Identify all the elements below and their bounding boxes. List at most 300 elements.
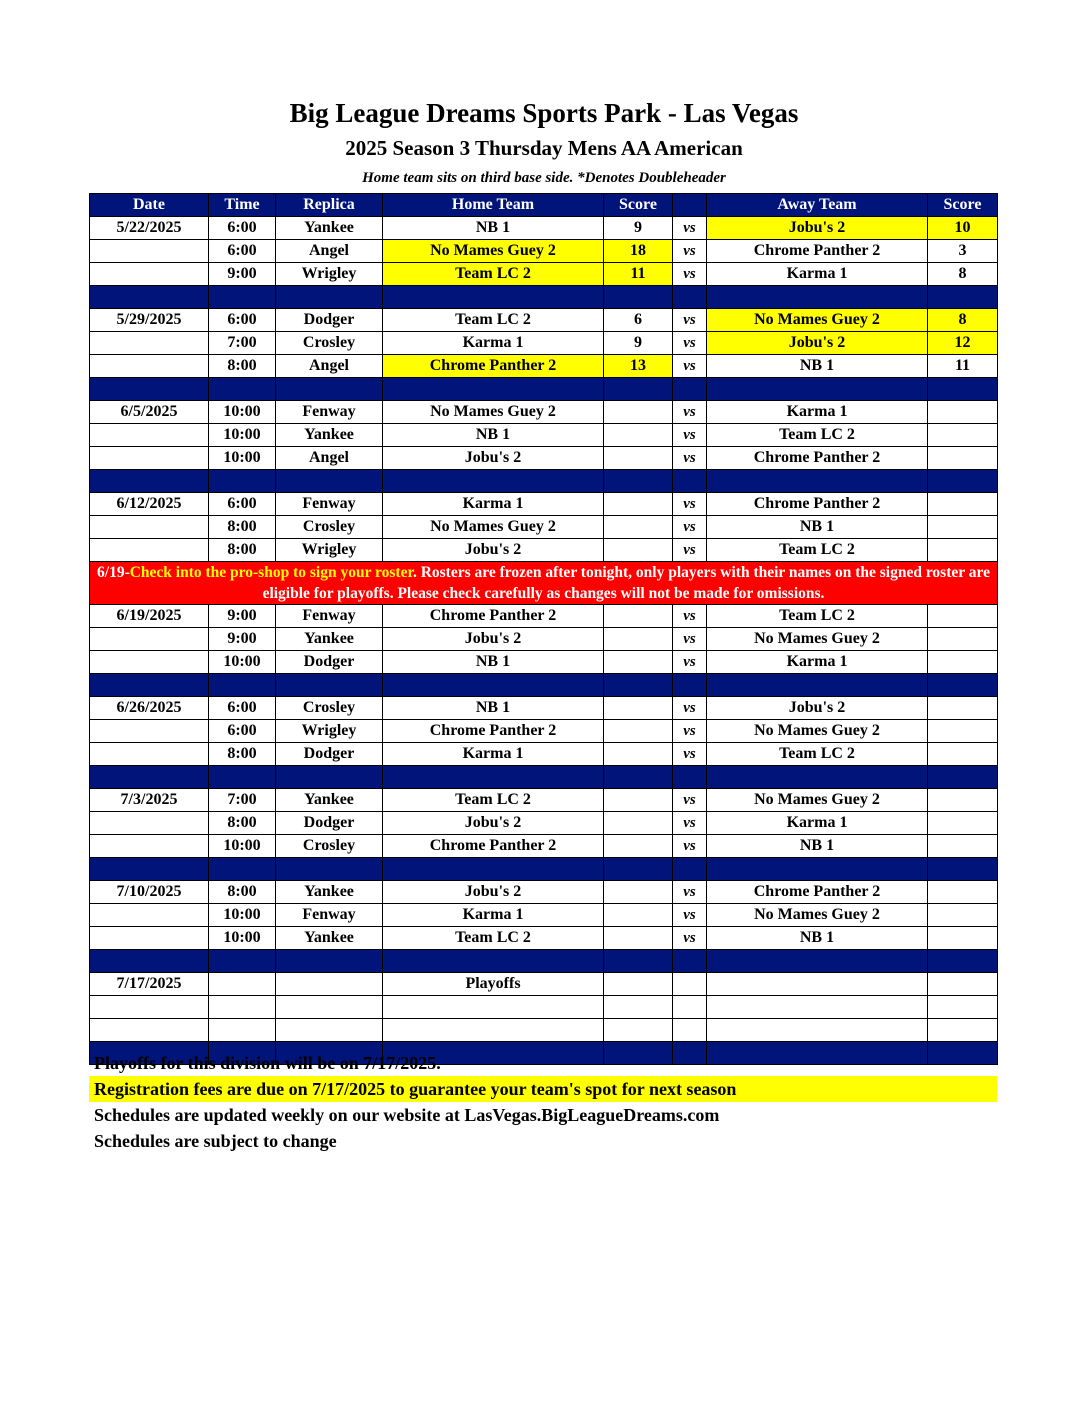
away-score <box>928 651 998 674</box>
game-replica: Wrigley <box>276 263 383 286</box>
separator-cell <box>209 378 276 401</box>
home-score <box>604 539 673 562</box>
separator-cell <box>928 674 998 697</box>
home-team: Chrome Panther 2 <box>383 835 604 858</box>
game-date <box>90 628 209 651</box>
game-row <box>90 355 998 378</box>
game-row <box>90 881 998 904</box>
footer-registration-note: Registration fees are due on 7/17/2025 to guarantee your team's spot for next season <box>89 1076 997 1102</box>
game-date <box>90 720 209 743</box>
home-score <box>604 881 673 904</box>
separator-cell <box>707 378 928 401</box>
roster-notice-row <box>90 562 998 605</box>
game-row <box>90 217 998 240</box>
separator-row <box>90 286 998 309</box>
home-team: NB 1 <box>383 217 604 240</box>
game-row <box>90 447 998 470</box>
col-away-team: Away Team <box>707 194 928 217</box>
game-date <box>90 355 209 378</box>
game-row <box>90 309 998 332</box>
separator-cell <box>707 766 928 789</box>
game-time: 10:00 <box>209 401 276 424</box>
game-date: 7/3/2025 <box>90 789 209 812</box>
game-row <box>90 651 998 674</box>
separator-cell <box>604 766 673 789</box>
home-score <box>604 720 673 743</box>
separator-cell <box>383 286 604 309</box>
separator-cell <box>673 286 707 309</box>
notice-text: . Rosters are frozen after tonight, only players with their names on the signed roster are eligible for playoffs. Please check carefully as changes will not be made for omissions. <box>262 564 990 602</box>
empty-cell <box>604 973 673 996</box>
game-date <box>90 927 209 950</box>
away-team: NB 1 <box>707 835 928 858</box>
home-score: 6 <box>604 309 673 332</box>
vs-label: vs <box>673 332 707 355</box>
game-replica: Fenway <box>276 493 383 516</box>
col-time: Time <box>209 194 276 217</box>
game-time: 9:00 <box>209 605 276 628</box>
separator-cell <box>90 470 209 493</box>
game-date: 5/22/2025 <box>90 217 209 240</box>
separator-cell <box>673 766 707 789</box>
game-replica: Dodger <box>276 309 383 332</box>
game-row <box>90 401 998 424</box>
game-date <box>90 447 209 470</box>
game-time: 10:00 <box>209 904 276 927</box>
game-replica: Angel <box>276 355 383 378</box>
game-replica: Wrigley <box>276 539 383 562</box>
separator-cell <box>673 470 707 493</box>
game-replica: Fenway <box>276 401 383 424</box>
home-team: NB 1 <box>383 424 604 447</box>
game-time: 8:00 <box>209 355 276 378</box>
empty-cell <box>673 973 707 996</box>
home-team: Team LC 2 <box>383 263 604 286</box>
separator-cell <box>209 470 276 493</box>
home-score <box>604 424 673 447</box>
game-time: 10:00 <box>209 447 276 470</box>
away-team: NB 1 <box>707 927 928 950</box>
game-replica: Yankee <box>276 789 383 812</box>
separator-cell <box>90 286 209 309</box>
away-score <box>928 401 998 424</box>
separator-cell <box>928 378 998 401</box>
away-score: 8 <box>928 263 998 286</box>
notice-highlight: Check into the pro-shop to sign your roster <box>129 564 413 581</box>
vs-label: vs <box>673 651 707 674</box>
separator-row <box>90 858 998 881</box>
notice-date: 6/19- <box>97 564 130 581</box>
home-score <box>604 927 673 950</box>
game-time: 6:00 <box>209 240 276 263</box>
game-date <box>90 743 209 766</box>
game-time: 10:00 <box>209 927 276 950</box>
vs-label: vs <box>673 835 707 858</box>
game-row <box>90 812 998 835</box>
separator-cell <box>604 470 673 493</box>
separator-row <box>90 766 998 789</box>
separator-cell <box>276 470 383 493</box>
schedule-table <box>89 193 998 1065</box>
away-team: Karma 1 <box>707 401 928 424</box>
game-row <box>90 332 998 355</box>
empty-cell <box>276 996 383 1019</box>
game-row <box>90 743 998 766</box>
separator-cell <box>673 378 707 401</box>
away-team: No Mames Guey 2 <box>707 789 928 812</box>
home-team: Chrome Panther 2 <box>383 355 604 378</box>
separator-cell <box>383 470 604 493</box>
separator-cell <box>276 950 383 973</box>
empty-cell <box>928 973 998 996</box>
empty-cell <box>673 996 707 1019</box>
footer-playoffs-note: Playoffs for this division will be on 7/17/2025. <box>94 1053 441 1073</box>
separator-cell <box>383 674 604 697</box>
empty-cell <box>604 996 673 1019</box>
separator-cell <box>928 858 998 881</box>
away-team: Chrome Panther 2 <box>707 493 928 516</box>
away-score: 8 <box>928 309 998 332</box>
away-team: Karma 1 <box>707 812 928 835</box>
empty-cell <box>209 996 276 1019</box>
separator-cell <box>604 378 673 401</box>
separator-cell <box>673 858 707 881</box>
away-team: Team LC 2 <box>707 743 928 766</box>
home-score <box>604 743 673 766</box>
away-score <box>928 720 998 743</box>
separator-row <box>90 378 998 401</box>
game-date: 7/10/2025 <box>90 881 209 904</box>
away-score <box>928 789 998 812</box>
empty-cell <box>604 1019 673 1042</box>
col-home-score: Score <box>604 194 673 217</box>
game-date: 6/12/2025 <box>90 493 209 516</box>
home-team: No Mames Guey 2 <box>383 516 604 539</box>
game-replica: Yankee <box>276 628 383 651</box>
game-date <box>90 240 209 263</box>
away-score <box>928 447 998 470</box>
game-row <box>90 628 998 651</box>
game-date: 6/19/2025 <box>90 605 209 628</box>
col-replica: Replica <box>276 194 383 217</box>
home-score <box>604 628 673 651</box>
away-score: 11 <box>928 355 998 378</box>
col-home-team: Home Team <box>383 194 604 217</box>
footer-change-note: Schedules are subject to change <box>94 1131 337 1151</box>
game-row <box>90 263 998 286</box>
empty-row <box>90 996 998 1019</box>
game-time: 8:00 <box>209 743 276 766</box>
footer-website-note: Schedules are updated weekly on our website at LasVegas.BigLeagueDreams.com <box>94 1105 720 1125</box>
game-row <box>90 789 998 812</box>
away-score <box>928 881 998 904</box>
separator-cell <box>90 766 209 789</box>
roster-notice <box>90 562 998 605</box>
away-team: Karma 1 <box>707 651 928 674</box>
game-time: 6:00 <box>209 493 276 516</box>
vs-label: vs <box>673 355 707 378</box>
away-team: NB 1 <box>707 516 928 539</box>
home-team: Team LC 2 <box>383 927 604 950</box>
game-time: 9:00 <box>209 628 276 651</box>
separator-cell <box>604 858 673 881</box>
game-date <box>90 651 209 674</box>
separator-cell <box>209 766 276 789</box>
away-team: NB 1 <box>707 355 928 378</box>
away-score <box>928 516 998 539</box>
empty-cell <box>673 1019 707 1042</box>
game-time: 7:00 <box>209 332 276 355</box>
away-team: Team LC 2 <box>707 539 928 562</box>
away-team: Chrome Panther 2 <box>707 447 928 470</box>
vs-label: vs <box>673 424 707 447</box>
vs-label: vs <box>673 217 707 240</box>
separator-cell <box>90 950 209 973</box>
game-time: 10:00 <box>209 835 276 858</box>
home-score: 9 <box>604 217 673 240</box>
empty-row <box>90 1019 998 1042</box>
home-team: Karma 1 <box>383 743 604 766</box>
separator-cell <box>707 674 928 697</box>
empty-cell <box>383 1019 604 1042</box>
vs-label: vs <box>673 743 707 766</box>
away-score <box>928 605 998 628</box>
game-replica: Dodger <box>276 743 383 766</box>
vs-label: vs <box>673 539 707 562</box>
separator-cell <box>90 858 209 881</box>
schedule-body <box>90 217 998 1065</box>
vs-label: vs <box>673 263 707 286</box>
home-score <box>604 605 673 628</box>
home-score <box>604 789 673 812</box>
empty-cell <box>276 973 383 996</box>
game-row <box>90 424 998 447</box>
game-date: 6/5/2025 <box>90 401 209 424</box>
home-team: NB 1 <box>383 697 604 720</box>
home-team: Karma 1 <box>383 493 604 516</box>
separator-cell <box>209 674 276 697</box>
game-replica: Yankee <box>276 217 383 240</box>
game-time: 8:00 <box>209 539 276 562</box>
home-team: Karma 1 <box>383 332 604 355</box>
playoffs-label: Playoffs <box>383 973 604 996</box>
game-replica: Dodger <box>276 812 383 835</box>
game-replica: Wrigley <box>276 720 383 743</box>
vs-label: vs <box>673 904 707 927</box>
away-team: Jobu's 2 <box>707 217 928 240</box>
empty-cell <box>928 996 998 1019</box>
separator-cell <box>209 286 276 309</box>
away-score <box>928 539 998 562</box>
game-date <box>90 263 209 286</box>
game-date <box>90 904 209 927</box>
away-score <box>928 697 998 720</box>
away-team: Jobu's 2 <box>707 332 928 355</box>
separator-cell <box>383 950 604 973</box>
vs-label: vs <box>673 605 707 628</box>
home-team: Jobu's 2 <box>383 539 604 562</box>
separator-cell <box>276 378 383 401</box>
game-replica: Crosley <box>276 332 383 355</box>
away-score: 3 <box>928 240 998 263</box>
home-score <box>604 835 673 858</box>
empty-cell <box>90 1019 209 1042</box>
page-subtitle: 2025 Season 3 Thursday Mens AA American <box>345 136 743 160</box>
separator-cell <box>707 950 928 973</box>
away-score: 10 <box>928 217 998 240</box>
separator-cell <box>209 858 276 881</box>
game-replica: Crosley <box>276 697 383 720</box>
separator-cell <box>707 470 928 493</box>
separator-cell <box>707 858 928 881</box>
vs-label: vs <box>673 881 707 904</box>
game-date: 6/26/2025 <box>90 697 209 720</box>
away-team: No Mames Guey 2 <box>707 720 928 743</box>
separator-row <box>90 470 998 493</box>
game-row <box>90 605 998 628</box>
game-date <box>90 516 209 539</box>
home-score <box>604 447 673 470</box>
game-replica: Fenway <box>276 904 383 927</box>
home-team: Karma 1 <box>383 904 604 927</box>
away-score <box>928 904 998 927</box>
home-score: 18 <box>604 240 673 263</box>
game-time: 8:00 <box>209 516 276 539</box>
separator-cell <box>276 674 383 697</box>
home-score <box>604 493 673 516</box>
game-time: 7:00 <box>209 789 276 812</box>
home-score <box>604 401 673 424</box>
game-row <box>90 720 998 743</box>
home-team: Chrome Panther 2 <box>383 720 604 743</box>
empty-cell <box>928 1019 998 1042</box>
away-team: Team LC 2 <box>707 605 928 628</box>
home-score: 13 <box>604 355 673 378</box>
game-row <box>90 697 998 720</box>
game-replica: Angel <box>276 240 383 263</box>
separator-cell <box>90 674 209 697</box>
separator-cell <box>928 950 998 973</box>
empty-cell <box>707 973 928 996</box>
away-score <box>928 493 998 516</box>
separator-cell <box>90 378 209 401</box>
home-team: NB 1 <box>383 651 604 674</box>
separator-cell <box>276 766 383 789</box>
away-team: Karma 1 <box>707 263 928 286</box>
game-replica: Angel <box>276 447 383 470</box>
home-score: 11 <box>604 263 673 286</box>
game-time: 6:00 <box>209 217 276 240</box>
home-team: Chrome Panther 2 <box>383 605 604 628</box>
game-row <box>90 240 998 263</box>
away-team: No Mames Guey 2 <box>707 628 928 651</box>
home-score <box>604 516 673 539</box>
separator-cell <box>276 286 383 309</box>
home-team: No Mames Guey 2 <box>383 401 604 424</box>
game-row <box>90 904 998 927</box>
playoffs-row <box>90 973 998 996</box>
vs-label: vs <box>673 628 707 651</box>
home-score <box>604 651 673 674</box>
game-date: 5/29/2025 <box>90 309 209 332</box>
game-replica: Dodger <box>276 651 383 674</box>
separator-cell <box>383 378 604 401</box>
vs-label: vs <box>673 493 707 516</box>
game-row <box>90 835 998 858</box>
empty-cell <box>90 996 209 1019</box>
vs-label: vs <box>673 927 707 950</box>
game-time: 10:00 <box>209 651 276 674</box>
playoffs-date: 7/17/2025 <box>90 973 209 996</box>
separator-row <box>90 674 998 697</box>
home-score <box>604 697 673 720</box>
away-score <box>928 743 998 766</box>
separator-cell <box>383 858 604 881</box>
separator-cell <box>209 950 276 973</box>
game-time: 6:00 <box>209 309 276 332</box>
away-score <box>928 835 998 858</box>
home-team: Team LC 2 <box>383 789 604 812</box>
game-replica: Crosley <box>276 516 383 539</box>
away-score <box>928 628 998 651</box>
game-row <box>90 927 998 950</box>
separator-cell <box>604 950 673 973</box>
away-team: Team LC 2 <box>707 424 928 447</box>
separator-cell <box>673 950 707 973</box>
separator-cell <box>673 674 707 697</box>
vs-label: vs <box>673 516 707 539</box>
game-time: 6:00 <box>209 697 276 720</box>
vs-label: vs <box>673 720 707 743</box>
page-title: Big League Dreams Sports Park - Las Vegas <box>289 98 799 128</box>
separator-cell <box>383 766 604 789</box>
empty-cell <box>707 996 928 1019</box>
empty-cell <box>276 1019 383 1042</box>
empty-cell <box>383 996 604 1019</box>
game-date <box>90 424 209 447</box>
separator-row <box>90 950 998 973</box>
away-team: Chrome Panther 2 <box>707 240 928 263</box>
game-date <box>90 539 209 562</box>
game-row <box>90 516 998 539</box>
vs-label: vs <box>673 812 707 835</box>
separator-cell <box>276 858 383 881</box>
separator-cell <box>707 286 928 309</box>
game-replica: Yankee <box>276 424 383 447</box>
empty-cell <box>707 1019 928 1042</box>
home-score <box>604 904 673 927</box>
away-score <box>928 927 998 950</box>
home-score: 9 <box>604 332 673 355</box>
home-team: Jobu's 2 <box>383 628 604 651</box>
col-date: Date <box>90 194 209 217</box>
home-team: No Mames Guey 2 <box>383 240 604 263</box>
away-score <box>928 812 998 835</box>
separator-cell <box>928 286 998 309</box>
game-date <box>90 835 209 858</box>
home-team: Jobu's 2 <box>383 447 604 470</box>
vs-label: vs <box>673 789 707 812</box>
game-replica: Yankee <box>276 927 383 950</box>
away-team: No Mames Guey 2 <box>707 309 928 332</box>
home-team: Jobu's 2 <box>383 812 604 835</box>
away-score <box>928 424 998 447</box>
game-replica: Yankee <box>276 881 383 904</box>
game-time: 6:00 <box>209 720 276 743</box>
home-score <box>604 812 673 835</box>
separator-cell <box>604 674 673 697</box>
separator-cell <box>928 766 998 789</box>
